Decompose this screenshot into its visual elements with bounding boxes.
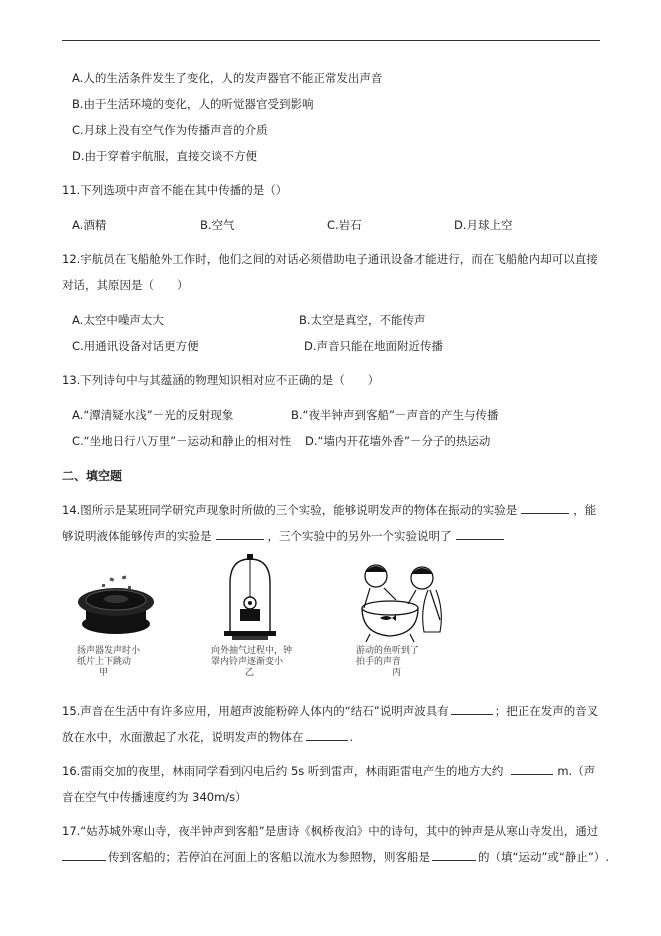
q11-option-b: B.空气 (200, 218, 235, 232)
q13-stem: 13.下列诗句中与其蕴涵的物理知识相对应不正确的是（ ） (62, 373, 380, 387)
q12-stem-line2: 对话，其原因是（ ） (62, 278, 189, 292)
fig-b-label: 乙 (245, 668, 255, 678)
q12-option-c: C.用通讯设备对话更方便 (72, 339, 199, 353)
q16-text: 16.雷雨交加的夜里，林雨同学看到闪电后约 5s 听到雷声，林雨距雷电产生的地方大约 (62, 764, 504, 778)
q10-option-a: A.人的生活条件发生了变化，人的发声器官不能正常发出声音 (72, 71, 383, 85)
fig-c-label: 丙 (392, 668, 402, 678)
q10-option-d: D.由于穿着宇航服，直接交谈不方便 (72, 149, 258, 163)
fig-a-caption: 扬声器发声时小 (77, 646, 141, 656)
fish-tank-figure (340, 560, 452, 644)
q11-stem: 11.下列选项中声音不能在其中传播的是（） (62, 183, 288, 197)
q17-text: 传到客船的；若停泊在河面上的客船以流水为参照物，则客船是 (108, 850, 430, 864)
answer-blank[interactable] (511, 764, 553, 775)
q10-option-b: B.由于生活环境的变化，人的听觉器官受到影响 (72, 97, 314, 111)
q11-option-c: C.岩石 (327, 218, 362, 232)
q14-text: 14.图所示是某班同学研究声现象时所做的三个实验，能够说明发声的物体在振动的实验是 (62, 503, 518, 517)
fig-b-caption: 罩内铃声逐渐变小 (211, 657, 284, 667)
q12-stem-line1: 12.宇航员在飞船舱外工作时，他们之间的对话必须借助电子通讯设备才能进行，而在飞船舱内却可以直接 (62, 252, 598, 266)
q15-text: . (349, 730, 354, 744)
q17-text: 的（填“运动”或“静止”）. (478, 850, 609, 864)
q15-text: ；把正在发声的音叉 (494, 704, 599, 718)
answer-blank[interactable] (521, 503, 569, 514)
bell-jar-figure (222, 553, 278, 643)
q10-option-c: C.月球上没有空气作为传播声音的介质 (72, 123, 268, 137)
q15-text: 15.声音在生活中有许多应用，用超声波能粉碎人体内的“结石”说明声波具有 (62, 704, 449, 718)
answer-blank[interactable] (306, 730, 348, 741)
fig-a-caption: 纸片上下跳动 (77, 657, 132, 667)
q16-text: m.（声 (557, 764, 596, 778)
answer-blank[interactable] (62, 850, 106, 861)
q13-option-d: D.“墙内开花墙外香”－分子的热运动 (305, 434, 491, 448)
q13-option-b: B.“夜半钟声到客船”－声音的产生与传播 (291, 408, 499, 422)
q12-option-a: A.太空中噪声太大 (72, 313, 164, 327)
q11-option-d: D.月球上空 (454, 218, 513, 232)
q15-line1 (62, 703, 598, 719)
speaker-figure (64, 568, 164, 640)
q16-line1 (62, 763, 595, 779)
fig-a-label: 甲 (99, 668, 109, 678)
fig-c-caption: 拍手的声音 (356, 657, 402, 667)
q16-line2: 音在空气中传播速度约为 340m/s） (62, 790, 247, 804)
q14-line1 (62, 502, 596, 518)
q12-option-b: B.太空是真空，不能传声 (299, 313, 426, 327)
answer-blank[interactable] (216, 529, 264, 540)
header-rule (62, 40, 600, 41)
q13-option-a: A.“潭清疑水浅”－光的反射现象 (72, 408, 234, 422)
q12-option-d: D.声音只能在地面附近传播 (304, 339, 444, 353)
fig-b-caption: 向外抽气过程中，钟 (211, 646, 293, 656)
section-heading: 二、填空题 (62, 469, 123, 483)
q14-line2 (62, 528, 504, 544)
q14-text: ，三个实验中的另外一个实验说明了 (267, 529, 452, 543)
q11-option-a: A.酒精 (72, 218, 107, 232)
fig-c-caption: 游动的鱼听到了 (356, 646, 420, 656)
q17-line2 (62, 849, 609, 865)
q15-text: 放在水中，水面激起了水花，说明发声的物体在 (62, 730, 304, 744)
q13-option-c: C.“坐地日行八万里”－运动和静止的相对性 (72, 434, 292, 448)
answer-blank[interactable] (456, 529, 504, 540)
answer-blank[interactable] (432, 850, 476, 861)
q17-line1: 17.“姑苏城外寒山寺，夜半钟声到客船”是唐诗《枫桥夜泊》中的诗句，其中的钟声是从寒山寺发出，通过 (62, 824, 599, 838)
answer-blank[interactable] (451, 704, 493, 715)
q15-line2 (62, 729, 353, 745)
q14-text: 够说明液体能够传声的实验是 (62, 529, 212, 543)
q14-text: ，能 (573, 503, 597, 517)
